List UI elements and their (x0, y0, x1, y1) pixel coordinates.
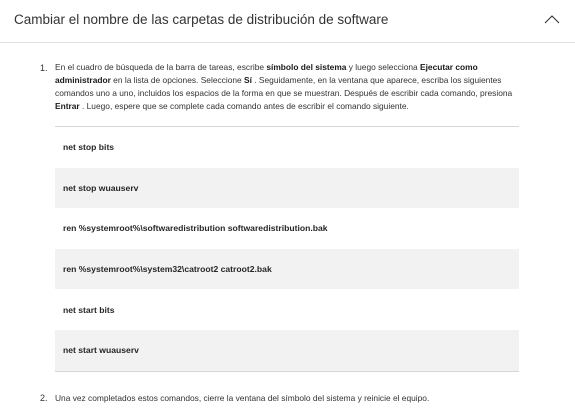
step-number: 2. (40, 393, 48, 403)
emphasis-text: Sí (244, 75, 252, 85)
step-text-run: y luego selecciona (346, 62, 420, 72)
step-number: 1. (40, 63, 48, 73)
step-text-run: En el cuadro de búsqueda de la barra de tareas, escribe (55, 62, 267, 72)
command-text: net stop wuauserv (63, 182, 139, 193)
accordion-header[interactable] (0, 0, 575, 43)
command-text: net start wuauserv (63, 345, 139, 356)
command-row (55, 208, 519, 249)
emphasis-text: Entrar (55, 101, 80, 111)
command-row (55, 289, 519, 330)
command-row (55, 127, 519, 168)
command-text: ren %systemroot%\softwaredistribution softwaredistribution.bak (63, 223, 328, 234)
step-2-text (55, 392, 525, 405)
chevron-up-icon[interactable] (543, 12, 561, 26)
step-text-run: Una vez completados estos comandos, cierre la ventana del símbolo del sistema y reinicie el equipo. (55, 393, 430, 403)
command-text: ren %systemroot%\system32\catroot2 catroot2.bak (63, 264, 272, 275)
command-text: net stop bits (63, 142, 115, 153)
command-row (55, 330, 519, 371)
command-text: net start bits (63, 304, 115, 315)
step-text-run: . Luego, espere que se complete cada comando antes de escribir el comando siguiente. (79, 101, 409, 111)
command-row (55, 168, 519, 209)
command-list (55, 126, 519, 372)
accordion-title: Cambiar el nombre de las carpetas de distribución de software (14, 12, 389, 27)
step-text-run: . Seguidamente, en la ventana que aparece, escriba los siguientes comandos uno a uno, incluidos los espacios de la forma en que se muestran. Después de escribir cada comando, presiona (55, 75, 513, 98)
emphasis-text: Ejecutar como administrador (55, 62, 478, 85)
emphasis-text: símbolo del sistema (266, 62, 347, 72)
step-text-run: en la lista de opciones. Seleccione (110, 75, 245, 85)
command-row (55, 249, 519, 290)
step-1-text (55, 61, 525, 113)
